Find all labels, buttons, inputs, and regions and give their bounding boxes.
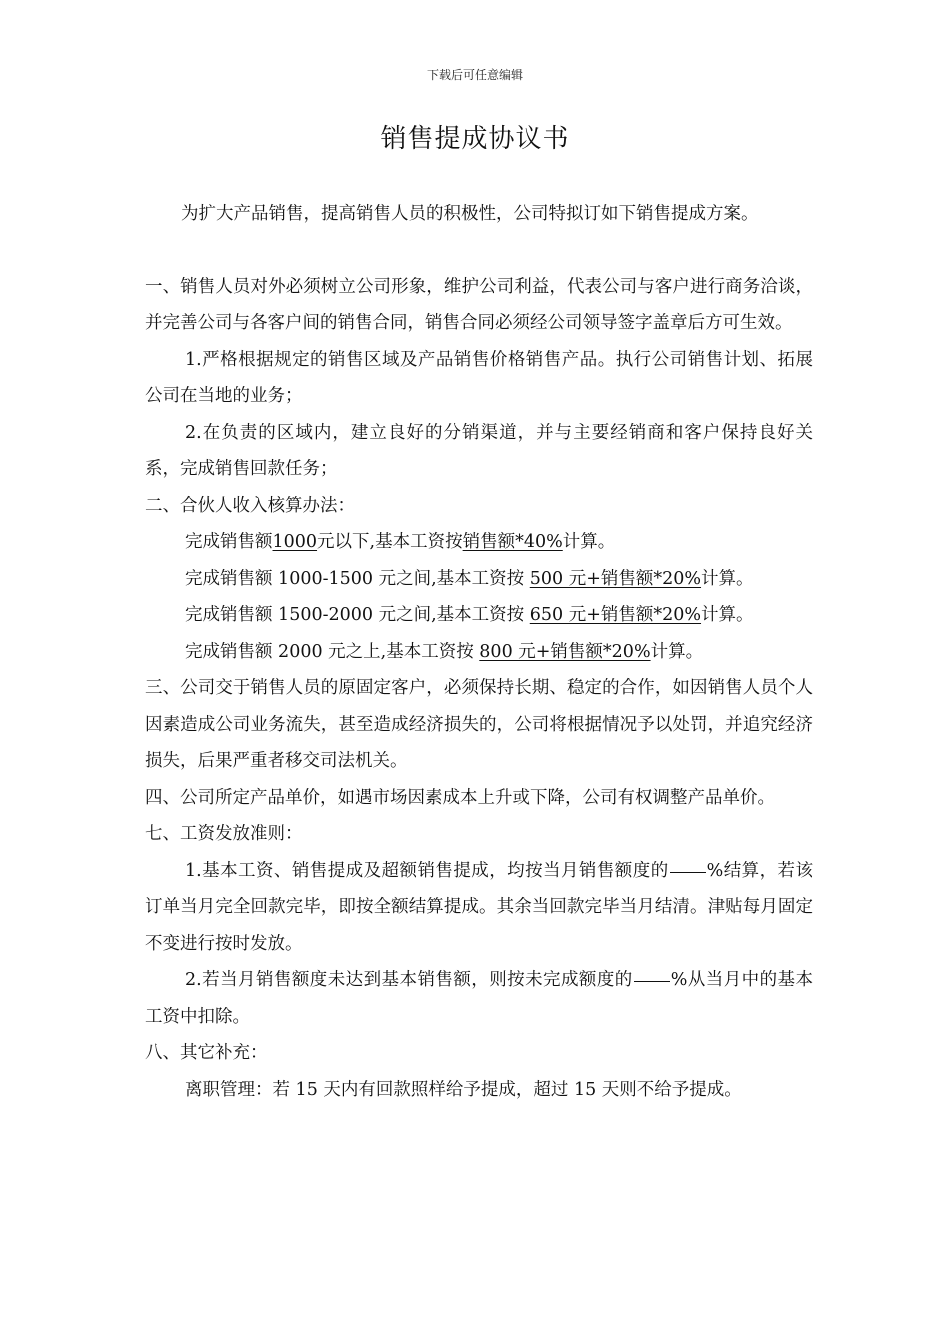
section-7-item-2	[145, 962, 813, 1035]
section-7-item-1	[145, 853, 813, 963]
pay-rule-text: 计算。	[562, 532, 616, 552]
pay-rule-text: 计算。	[650, 641, 704, 662]
section-2-heading: 二、合伙人收入核算办法：	[145, 495, 355, 516]
pay-rule-row-3	[145, 597, 813, 634]
pay-rule-formula: 销售额*40%	[462, 532, 563, 552]
item-text: 2.若当月销售额度未达到基本销售额，则按未完成额度的	[185, 970, 633, 990]
pay-rule-text: 完成销售额	[185, 532, 273, 552]
intro-paragraph: 为扩大产品销售，提高销售人员的积极性，公司特拟订如下销售提成方案。	[181, 204, 759, 224]
pay-rule-formula: 650 元+销售额*20%	[529, 605, 702, 625]
pay-rule-text: 元以下,基本工资按	[317, 532, 463, 552]
section-1-item-2: 2.在负责的区域内，建立良好的分销渠道，并与主要经销商和客户保持良好关系，完成销售回款任务；	[145, 422, 813, 479]
pay-rule-formula: 800 元+销售额*20%	[479, 641, 651, 662]
section-1-paragraph: 一、销售人员对外必须树立公司形象，维护公司利益，代表公司与客户进行商务洽谈，并完善公司与各客户间的销售合同，销售合同必须经公司领导签字盖章后方可生效。	[145, 276, 813, 333]
document-body	[145, 196, 813, 1108]
section-3-paragraph: 三、公司交于销售人员的原固定客户，必须保持长期、稳定的合作，如因销售人员个人因素造成公司业务流失，甚至造成经济损失的，公司将根据情况予以处罚，并追究经济损失，后果严重者移交司法机关。	[145, 678, 813, 771]
header-note: 下载后可任意编辑	[426, 68, 523, 82]
pay-rule-text: 计算。	[701, 605, 754, 625]
section-8-heading: 八、其它补充：	[145, 1043, 268, 1063]
section-8-item: 离职管理：若 15 天内有回款照样给予提成，超过 15 天则不给予提成。	[185, 1079, 742, 1100]
fill-in-blank	[634, 980, 670, 982]
pay-rule-row-4	[145, 634, 813, 671]
pay-rule-row-2	[145, 561, 813, 598]
fill-in-blank	[670, 871, 706, 873]
item-text: 1.基本工资、销售提成及超额销售提成，均按当月销售额度的	[185, 860, 669, 881]
section-7-heading: 七、工资发放准则：	[145, 824, 303, 844]
section-1-item-1: 1.严格根据规定的销售区域及产品销售价格销售产品。执行公司销售计划、拓展公司在当地的业务；	[145, 349, 813, 406]
pay-rule-row-1	[145, 524, 813, 561]
item-text: %从当月中的基本工资中扣除。	[145, 970, 813, 1027]
pay-rule-text: 完成销售额 2000 元之上,基本工资按	[185, 641, 480, 662]
pay-rule-text: 完成销售额 1000-1500 元之间,基本工资按	[185, 568, 530, 589]
pay-rule-formula: 500 元+销售额*20%	[529, 568, 702, 589]
pay-rule-text: 完成销售额 1500-2000 元之间,基本工资按	[185, 605, 530, 625]
section-4-paragraph: 四、公司所定产品单价，如遇市场因素成本上升或下降，公司有权调整产品单价。	[145, 787, 775, 808]
pay-rule-amount: 1000	[272, 532, 318, 552]
document-title: 销售提成协议书	[380, 124, 570, 154]
pay-rule-text: 计算。	[701, 568, 754, 589]
item-text: %结算，若该订单当月完全回款完毕，即按全额结算提成。其余当回款完毕当月结清。津贴每月固定不变进行按时发放。	[145, 860, 813, 954]
